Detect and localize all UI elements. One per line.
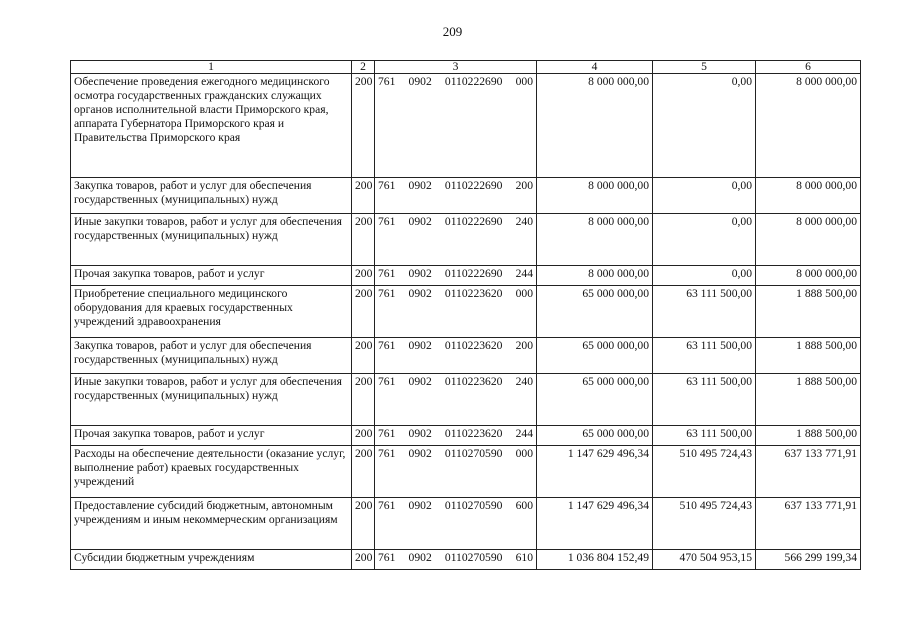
amount-column-5-cell: 470 504 953,15 [653, 550, 756, 570]
amount-column-6-cell: 637 133 771,91 [756, 498, 861, 550]
column-2-cell: 200 [352, 286, 375, 338]
amount-column-5-cell: 0,00 [653, 266, 756, 286]
code-part: 0902 [408, 551, 432, 564]
code-part: 0110223620 [444, 287, 503, 300]
expense-name-cell: Иные закупки товаров, работ и услуг для обеспечения государственных (муниципальных) нужд [71, 374, 352, 426]
table-header-row [71, 61, 861, 74]
code-part: 000 [515, 287, 533, 300]
code-part: 0110223620 [444, 339, 503, 352]
code-part: 761 [378, 215, 396, 228]
code-part: 0110222690 [444, 179, 503, 192]
code-part: 0110222690 [444, 267, 503, 280]
classification-code-cell [375, 338, 537, 374]
column-2-cell: 200 [352, 214, 375, 266]
table-row [71, 214, 861, 266]
amount-column-4-cell: 65 000 000,00 [537, 426, 653, 446]
code-parts [378, 287, 533, 301]
code-parts [378, 375, 533, 389]
code-part: 0902 [408, 179, 432, 192]
amount-column-6-cell: 1 888 500,00 [756, 338, 861, 374]
code-parts [378, 215, 533, 229]
code-part: 240 [515, 215, 533, 228]
code-part: 0110223620 [444, 375, 503, 388]
table-body [71, 74, 861, 570]
amount-column-5-cell: 0,00 [653, 214, 756, 266]
code-part: 761 [378, 499, 396, 512]
code-part: 0110270590 [444, 447, 503, 460]
amount-column-6-cell: 1 888 500,00 [756, 426, 861, 446]
amount-column-4-cell: 65 000 000,00 [537, 338, 653, 374]
expense-name-cell: Расходы на обеспечение деятельности (оказание услуг, выполнение работ) краевых государственных учреждений [71, 446, 352, 498]
amount-column-4-cell: 8 000 000,00 [537, 214, 653, 266]
classification-code-cell [375, 374, 537, 426]
table-row [71, 74, 861, 178]
expense-name-cell: Закупка товаров, работ и услуг для обеспечения государственных (муниципальных) нужд [71, 338, 352, 374]
amount-column-4-cell: 8 000 000,00 [537, 74, 653, 178]
code-parts [378, 267, 533, 281]
amount-column-4-cell: 1 147 629 496,34 [537, 498, 653, 550]
code-part: 0902 [408, 339, 432, 352]
expense-name-cell: Иные закупки товаров, работ и услуг для обеспечения государственных (муниципальных) нужд [71, 214, 352, 266]
amount-column-5-cell: 63 111 500,00 [653, 374, 756, 426]
code-part: 0902 [408, 427, 432, 440]
table-row [71, 286, 861, 338]
classification-code-cell [375, 550, 537, 570]
code-part: 761 [378, 75, 396, 88]
column-2-cell: 200 [352, 374, 375, 426]
code-part: 200 [515, 339, 533, 352]
amount-column-6-cell: 8 000 000,00 [756, 74, 861, 178]
amount-column-6-cell: 8 000 000,00 [756, 214, 861, 266]
code-part: 0110270590 [444, 551, 503, 564]
table-row [71, 338, 861, 374]
expense-name-cell: Предоставление субсидий бюджетным, автономным учреждениям и иным некоммерческим организациям [71, 498, 352, 550]
column-2-cell: 200 [352, 498, 375, 550]
code-part: 244 [515, 427, 533, 440]
classification-code-cell [375, 446, 537, 498]
column-header: 2 [352, 61, 375, 74]
column-header: 4 [537, 61, 653, 74]
code-part: 0110222690 [444, 75, 503, 88]
column-2-cell: 200 [352, 266, 375, 286]
code-part: 0110222690 [444, 215, 503, 228]
budget-table [70, 60, 861, 570]
classification-code-cell [375, 214, 537, 266]
column-header: 6 [756, 61, 861, 74]
amount-column-6-cell: 566 299 199,34 [756, 550, 861, 570]
amount-column-5-cell: 63 111 500,00 [653, 286, 756, 338]
amount-column-4-cell: 1 036 804 152,49 [537, 550, 653, 570]
code-part: 761 [378, 287, 396, 300]
code-part: 240 [515, 375, 533, 388]
table-row [71, 374, 861, 426]
column-2-cell: 200 [352, 446, 375, 498]
code-part: 0110223620 [444, 427, 503, 440]
table-row [71, 266, 861, 286]
code-part: 244 [515, 267, 533, 280]
expense-name-cell: Субсидии бюджетным учреждениям [71, 550, 352, 570]
classification-code-cell [375, 74, 537, 178]
amount-column-4-cell: 8 000 000,00 [537, 178, 653, 214]
code-part: 761 [378, 551, 396, 564]
code-part: 761 [378, 179, 396, 192]
column-header: 1 [71, 61, 352, 74]
code-part: 761 [378, 427, 396, 440]
amount-column-6-cell: 8 000 000,00 [756, 178, 861, 214]
code-parts [378, 427, 533, 441]
code-part: 000 [515, 75, 533, 88]
page-number: 209 [442, 24, 463, 39]
code-part: 0902 [408, 375, 432, 388]
amount-column-5-cell: 510 495 724,43 [653, 446, 756, 498]
amount-column-5-cell: 510 495 724,43 [653, 498, 756, 550]
code-part: 761 [378, 267, 396, 280]
amount-column-4-cell: 65 000 000,00 [537, 286, 653, 338]
amount-column-6-cell: 1 888 500,00 [756, 286, 861, 338]
table-row [71, 550, 861, 570]
amount-column-4-cell: 8 000 000,00 [537, 266, 653, 286]
amount-column-6-cell: 8 000 000,00 [756, 266, 861, 286]
classification-code-cell [375, 426, 537, 446]
expense-name-cell: Прочая закупка товаров, работ и услуг [71, 266, 352, 286]
column-2-cell: 200 [352, 74, 375, 178]
code-part: 200 [515, 179, 533, 192]
column-header: 5 [653, 61, 756, 74]
code-part: 0902 [408, 287, 432, 300]
code-part: 0902 [408, 447, 432, 460]
table-row [71, 426, 861, 446]
expense-name-cell: Приобретение специального медицинского оборудования для краевых государственных учреждений здравоохранения [71, 286, 352, 338]
table-row [71, 498, 861, 550]
classification-code-cell [375, 286, 537, 338]
code-part: 0902 [408, 215, 432, 228]
code-part: 0110270590 [444, 499, 503, 512]
code-part: 0902 [408, 499, 432, 512]
amount-column-6-cell: 637 133 771,91 [756, 446, 861, 498]
classification-code-cell [375, 266, 537, 286]
code-parts [378, 339, 533, 353]
expense-name-cell: Закупка товаров, работ и услуг для обеспечения государственных (муниципальных) нужд [71, 178, 352, 214]
table-row [71, 446, 861, 498]
amount-column-4-cell: 65 000 000,00 [537, 374, 653, 426]
classification-code-cell [375, 498, 537, 550]
code-parts [378, 551, 533, 565]
column-header: 3 [375, 61, 537, 74]
code-parts [378, 75, 533, 89]
table-row [71, 178, 861, 214]
code-parts [378, 499, 533, 513]
amount-column-5-cell: 63 111 500,00 [653, 426, 756, 446]
classification-code-cell [375, 178, 537, 214]
column-2-cell: 200 [352, 178, 375, 214]
code-part: 0902 [408, 267, 432, 280]
column-2-cell: 200 [352, 338, 375, 374]
amount-column-5-cell: 0,00 [653, 74, 756, 178]
amount-column-5-cell: 0,00 [653, 178, 756, 214]
code-part: 0902 [408, 75, 432, 88]
code-part: 761 [378, 339, 396, 352]
amount-column-4-cell: 1 147 629 496,34 [537, 446, 653, 498]
amount-column-5-cell: 63 111 500,00 [653, 338, 756, 374]
code-parts [378, 447, 533, 461]
code-part: 761 [378, 375, 396, 388]
amount-column-6-cell: 1 888 500,00 [756, 374, 861, 426]
code-part: 761 [378, 447, 396, 460]
expense-name-cell: Обеспечение проведения ежегодного медицинского осмотра государственных гражданских служащих органов исполнительной власти Приморского края, аппарата Губернатора Приморского края и Правительства Приморского края [71, 74, 352, 178]
code-parts [378, 179, 533, 193]
code-part: 600 [515, 499, 533, 512]
code-part: 610 [515, 551, 533, 564]
column-2-cell: 200 [352, 426, 375, 446]
column-2-cell: 200 [352, 550, 375, 570]
expense-name-cell: Прочая закупка товаров, работ и услуг [71, 426, 352, 446]
code-part: 000 [515, 447, 533, 460]
